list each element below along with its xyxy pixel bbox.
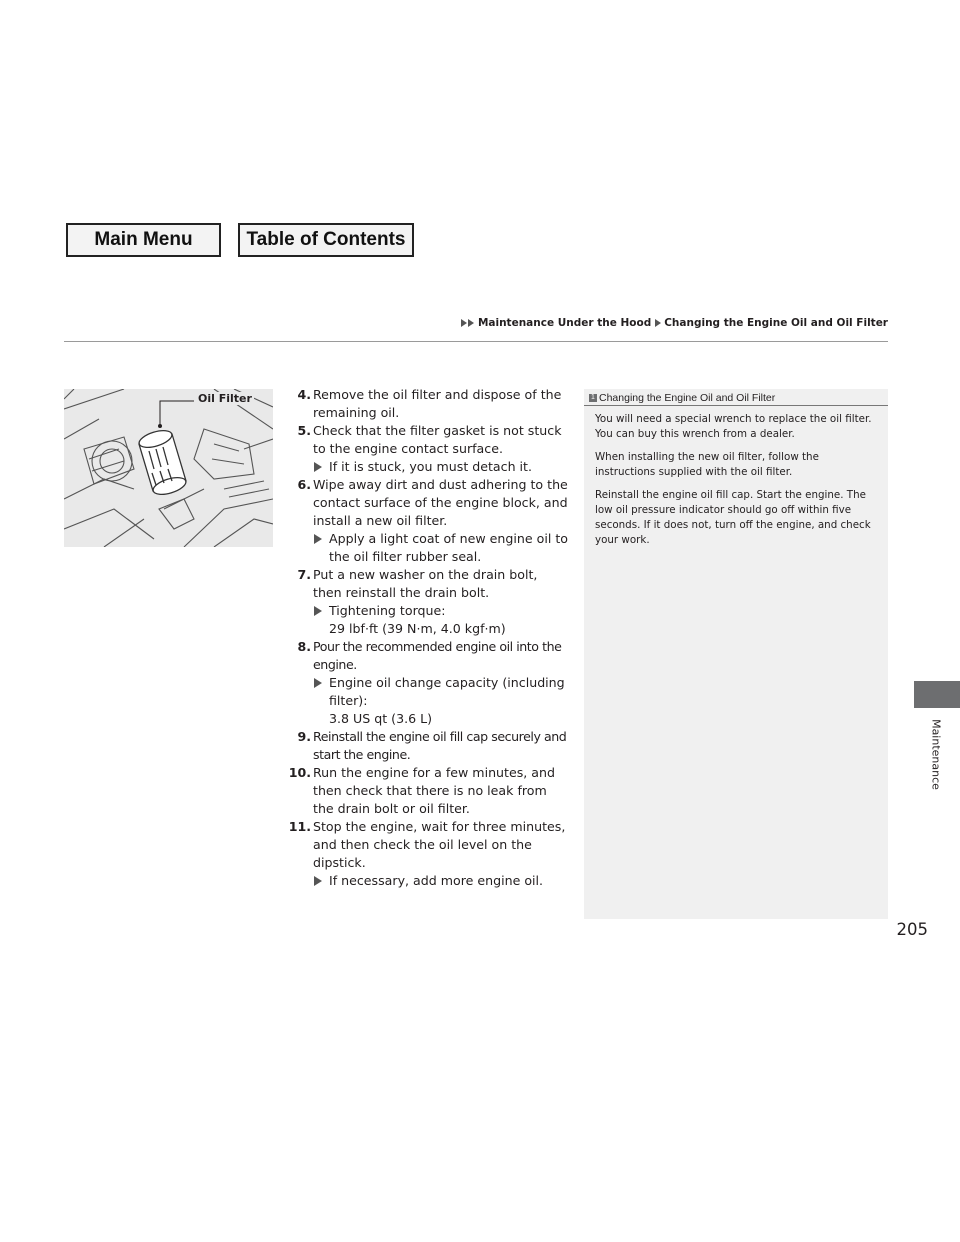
oil-filter-illustration bbox=[64, 389, 273, 547]
breadcrumb-section[interactable]: Maintenance Under the Hood bbox=[477, 317, 652, 329]
engine-bay-drawing bbox=[64, 389, 273, 547]
substep-arrow-icon bbox=[314, 534, 322, 544]
step-item bbox=[297, 566, 569, 638]
main-menu-button[interactable]: Main Menu bbox=[66, 223, 221, 257]
step-text: Remove the oil filter and dispose of the remaining oil. bbox=[313, 387, 562, 420]
procedure-steps bbox=[288, 386, 569, 890]
step-substep: Apply a light coat of new engine oil to the oil filter rubber seal. bbox=[313, 530, 569, 566]
step-number: 8. bbox=[297, 639, 311, 654]
page-number: 205 bbox=[896, 920, 928, 939]
step-text: Check that the filter gasket is not stuck to the engine contact surface. bbox=[313, 423, 562, 456]
step-item bbox=[297, 422, 569, 476]
step-item bbox=[297, 386, 569, 422]
note-title-text: Changing the Engine Oil and Oil Filter bbox=[599, 392, 776, 404]
header-divider bbox=[64, 341, 888, 342]
capacity-value: 3.8 US qt (3.6 L) bbox=[329, 711, 433, 726]
step-number: 10. bbox=[288, 765, 311, 780]
step-substep: Tightening torque: 29 lbf·ft (39 N·m, 4.0 kgf·m) bbox=[313, 602, 569, 638]
breadcrumb bbox=[461, 317, 888, 329]
step-number: 4. bbox=[297, 387, 311, 402]
note-badge-icon: 1 bbox=[589, 394, 597, 402]
step-item bbox=[297, 728, 569, 764]
note-paragraph: You will need a special wrench to replace the oil filter. You can buy this wrench from a dealer. bbox=[595, 413, 872, 440]
step-item bbox=[288, 764, 569, 818]
step-text: Stop the engine, wait for three minutes, and then check the oil level on the dipstick. bbox=[313, 819, 566, 870]
step-item bbox=[288, 818, 569, 890]
note-paragraph: Reinstall the engine oil fill cap. Start the engine. The low oil pressure indicator should go off within five seconds. If it does not, turn off the engine, and check your work. bbox=[595, 489, 871, 546]
step-number: 11. bbox=[288, 819, 311, 834]
step-text: Wipe away dirt and dust adhering to the contact surface of the engine block, and install a new oil filter. bbox=[313, 477, 568, 528]
step-substep: If it is stuck, you must detach it. bbox=[313, 458, 569, 476]
breadcrumb-arrow-icon bbox=[461, 319, 467, 327]
note-title bbox=[584, 389, 888, 406]
table-of-contents-button[interactable]: Table of Contents bbox=[238, 223, 414, 257]
oil-filter-callout-label: Oil Filter bbox=[198, 392, 252, 405]
step-text: Reinstall the engine oil fill cap securely and start the engine. bbox=[313, 729, 567, 762]
step-item bbox=[297, 638, 569, 728]
substep-arrow-icon bbox=[314, 876, 322, 886]
note-paragraph: When installing the new oil filter, follow the instructions supplied with the oil filter. bbox=[595, 451, 819, 478]
step-number: 7. bbox=[297, 567, 311, 582]
step-item bbox=[297, 476, 569, 566]
note-panel bbox=[584, 389, 888, 919]
breadcrumb-topic: Changing the Engine Oil and Oil Filter bbox=[664, 317, 888, 329]
note-body bbox=[584, 406, 888, 548]
substep-arrow-icon bbox=[314, 678, 322, 688]
substep-arrow-icon bbox=[314, 462, 322, 472]
torque-value: 29 lbf·ft (39 N·m, 4.0 kgf·m) bbox=[329, 621, 506, 636]
step-text: Pour the recommended engine oil into the engine. bbox=[313, 639, 562, 672]
step-number: 9. bbox=[297, 729, 311, 744]
step-text: Run the engine for a few minutes, and then check that there is no leak from the drain bolt or oil filter. bbox=[313, 765, 555, 816]
step-substep: If necessary, add more engine oil. bbox=[313, 872, 569, 890]
step-text: Put a new washer on the drain bolt, then reinstall the drain bolt. bbox=[313, 567, 538, 600]
step-number: 5. bbox=[297, 423, 311, 438]
step-number: 6. bbox=[297, 477, 311, 492]
substep-arrow-icon bbox=[314, 606, 322, 616]
breadcrumb-arrow-icon bbox=[468, 319, 474, 327]
step-substep: Engine oil change capacity (including filter): 3.8 US qt (3.6 L) bbox=[313, 674, 569, 728]
breadcrumb-arrow-icon bbox=[655, 319, 661, 327]
section-side-label: Maintenance bbox=[929, 719, 943, 790]
maintenance-section-tab[interactable] bbox=[914, 681, 960, 708]
